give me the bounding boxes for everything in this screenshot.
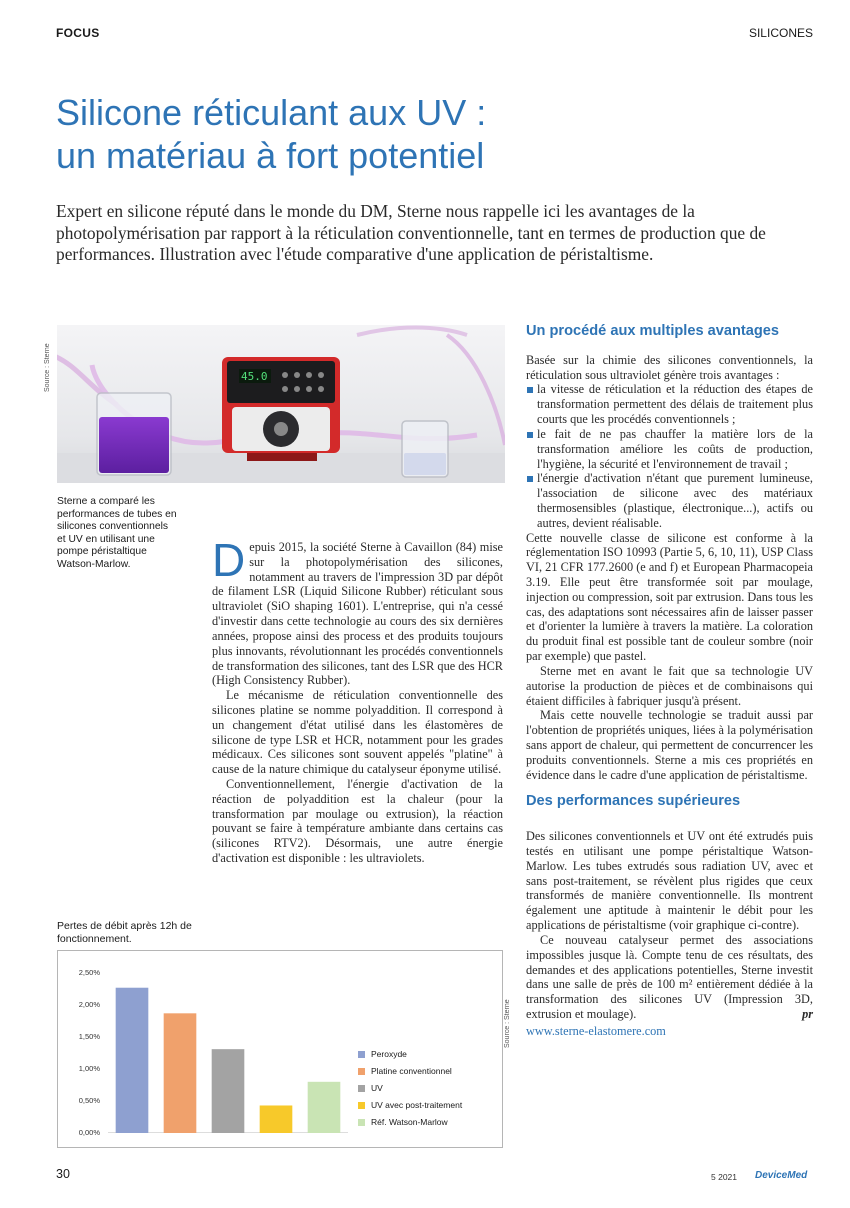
y-tick-label: 1,00% xyxy=(78,1064,100,1073)
legend-item xyxy=(358,1117,448,1127)
middle-column xyxy=(212,534,503,866)
article-intro: Expert en silicone réputé dans le monde du DM, Sterne nous rappelle ici les avantages de la photopolymérisation par rapport à la réticulation conventionnelle, tant en termes de production que de performances. Illustration avec l'étude comparative d'une application de péristaltisme. xyxy=(56,201,766,265)
chart-plot xyxy=(108,973,348,1133)
legend-swatch xyxy=(358,1068,365,1075)
paragraph: Ce nouveau catalyseur permet des associations impossibles jusque là. Compte tenu de ces résultats, des demandes et des applications potentielles, Sterne investit dans une salle de près de 100 m² entièrement dédiée à la transformation des silicones UV (Impression 3D, extrusion et moulage). pr xyxy=(526,932,813,1021)
legend-item xyxy=(358,1100,462,1110)
list-item: la vitesse de réticulation et la réduction des étapes de transformation permettent des délais de traitement plus courts que les procédés conventionnels ; xyxy=(526,382,813,426)
bar-0 xyxy=(116,988,149,1133)
paragraph: epuis 2015, la société Sterne à Cavaillon (84) mise sur la photopolymérisation des silicones, notamment au travers de l'impression 3D par dépôt de filament LSR (Liquid Silicone Rubber) réticulant sous ultraviolet (SiO shaping 1601). L'entreprise, qui n'a cessé d'investir dans cette technologie au cours des six dernières années, propose ainsi des process et des produits toujours plus innovants, révolutionnant les procédés conventionnels de transformation des silicones, tant des LSR que des HCR (High Consistency Rubber). xyxy=(212,540,503,688)
pump-photo xyxy=(57,325,505,483)
legend-item xyxy=(358,1066,452,1076)
photo-illustration xyxy=(57,325,505,483)
photo-caption: Sterne a comparé les performances de tubes en silicones conventionnels et UV en utilisant une pompe péristaltique Watson-Marlow. xyxy=(57,496,177,570)
paragraph: Des silicones conventionnels et UV ont été extrudés puis testés en utilisant une pompe péristaltique Watson-Marlow. Les tubes extrudés sous radiation UV, avec et sans post-traitement, se révèlent plus rigides que ceux transformés de manière conventionnelle. Ils montrent également une aptitude à maintenir le débit pour les applications de péristaltisme (voir graphique ci-contre). xyxy=(526,829,813,933)
pump-display: 45.0 xyxy=(241,370,268,383)
y-tick-label: 1,50% xyxy=(78,1032,100,1041)
chart-legend xyxy=(358,1049,498,1139)
author-signature: pr xyxy=(802,1006,813,1021)
bar-2 xyxy=(212,1049,245,1133)
category-label: SILICONES xyxy=(748,26,813,40)
page-number: 30 xyxy=(56,1167,70,1181)
section-label: FOCUS xyxy=(56,26,100,40)
paragraph: Sterne met en avant le fait que sa technologie UV autorise la production de pièces et de combinaisons qui étaient difficiles à fabriquer jusqu'à présent. xyxy=(526,663,813,708)
legend-label: Platine conventionnel xyxy=(371,1066,452,1076)
article-title: Silicone réticulant aux UV : un matériau à fort potentiel xyxy=(56,92,487,176)
website-link[interactable]: www.sterne-elastomere.com xyxy=(526,1023,666,1038)
chart-frame xyxy=(57,950,503,1148)
chart-source: Source : Sterne xyxy=(504,999,511,1048)
legend-swatch xyxy=(358,1102,365,1109)
paragraph: Conventionnellement, l'énergie d'activation de la réaction de polyaddition est la chaleur (pour la transformation par moulage ou extrusion), la réaction pouvant se faire à température ambiante dans certains cas (silicones RTV2). Désormais, une autre énergie d'activation est disponible : les ultraviolets. xyxy=(212,777,503,866)
y-tick-label: 0,00% xyxy=(78,1128,100,1137)
list-item: le fait de ne pas chauffer la matière lors de la transformation améliore les coûts de production, l'hygiène, la sécurité et l'environnement de travail ; xyxy=(526,427,813,471)
y-tick-label: 0,50% xyxy=(78,1096,100,1105)
bar-3 xyxy=(260,1105,293,1133)
chart-title: Pertes de débit après 12h de fonctionnement. xyxy=(57,920,192,945)
legend-item xyxy=(358,1049,407,1059)
paragraph: Mais cette nouvelle technologie se traduit aussi par l'obtention de propriétés uniques, liées à la polymérisation sans apport de chaleur, qui permettent de concurrencer les produits conventionnels. Sterne a mis ces propriétés en évidence dans le cadre d'une application de péristaltisme. xyxy=(526,708,813,782)
bullet-list xyxy=(526,382,813,530)
y-tick-label: 2,00% xyxy=(78,1000,100,1009)
y-axis xyxy=(64,951,104,1149)
drop-cap: D xyxy=(212,534,246,586)
paragraph: Basée sur la chimie des silicones conventionnels, la réticulation sous ultraviolet génère trois avantages : xyxy=(526,352,813,382)
legend-label: UV xyxy=(371,1083,383,1093)
legend-swatch xyxy=(358,1085,365,1092)
y-tick-label: 2,50% xyxy=(78,968,100,977)
photo-source: Source : Sterne xyxy=(44,343,51,392)
issue-number: 5 2021 xyxy=(711,1172,737,1182)
legend-label: Peroxyde xyxy=(371,1049,407,1059)
section-heading: Des performances supérieures xyxy=(526,793,741,810)
bar-4 xyxy=(308,1082,341,1133)
legend-item xyxy=(358,1083,383,1093)
bar-1 xyxy=(164,1013,197,1133)
legend-label: UV avec post-traitement xyxy=(371,1100,463,1110)
list-item: l'énergie d'activation n'étant que purement lumineuse, l'association de silicone avec des matériaux thermosensibles (plastique, électronique...), actifs ou autres, devient réalisable. xyxy=(526,471,813,530)
right-column xyxy=(526,323,813,1039)
paragraph: Cette nouvelle classe de silicone est conforme à la réglementation ISO 10993 (Partie 5, 6, 10, 11), USP Class VI, 21 CFR 177.2600 (e and f) et European Pharmacopeia 3.19. Elle peut être transformée soit par moulage, injection ou compression, soit par extrusion. Dans tous les cas, des adaptations sont nécessaires afin de laisser passer et d'orienter la lumière à travers la matière. La coloration du produit final est possible tant de couleur sombre (noir par exemple) que pastel. xyxy=(526,530,813,664)
legend-swatch xyxy=(358,1119,365,1126)
brand-logo: DeviceMed xyxy=(755,1170,808,1181)
paragraph: Le mécanisme de réticulation conventionnelle des silicones platine se nomme polyaddition. Il correspond à un changement d'état utilisé dans les élastomères de silicone de type LSR et HCR, notamment pour les grades médicaux. Ces silicones sont souvent appelés "platine" à cause de la nature chimique du catalyseur éponyme utilisé. xyxy=(212,688,503,777)
legend-label: Réf. Watson-Marlow xyxy=(371,1117,448,1127)
legend-swatch xyxy=(358,1051,365,1058)
section-heading: Un procédé aux multiples avantages xyxy=(526,323,780,339)
